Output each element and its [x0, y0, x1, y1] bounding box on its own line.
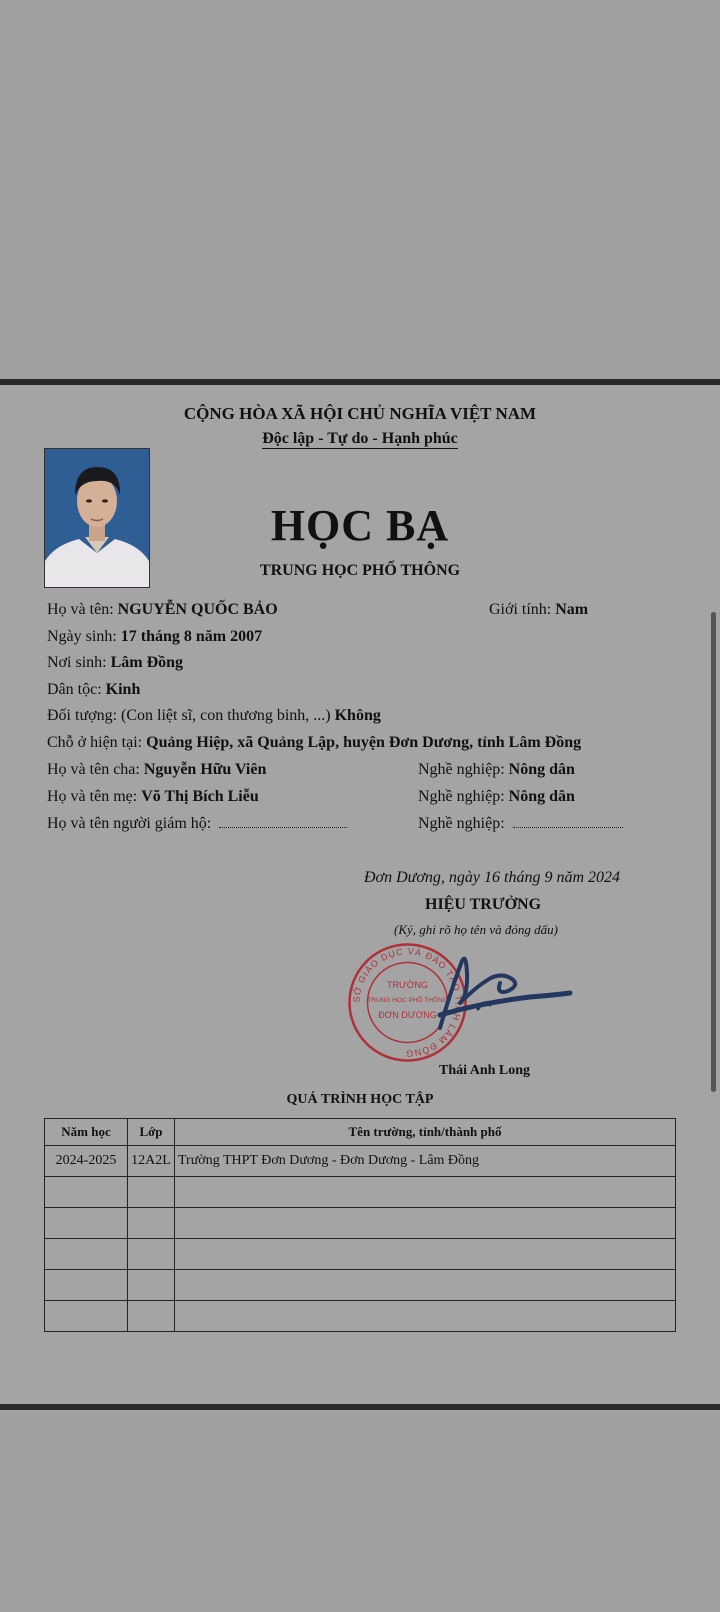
father-job: Nông dân [508, 761, 575, 778]
father-job-label: Nghề nghiệp: [418, 761, 505, 778]
cell-school: Trường THPT Đơn Dương - Đơn Dương - Lâm Đồng [175, 1146, 676, 1177]
cell-class [128, 1177, 175, 1208]
cell-school [175, 1177, 676, 1208]
scrollbar-thumb[interactable] [711, 612, 716, 1092]
table-header-row [45, 1119, 676, 1146]
father-name: Nguyễn Hữu Viên [143, 761, 267, 778]
guardian-job-blank [513, 826, 623, 828]
signing-note: (Ký, ghi rõ họ tên và đóng dấu) [394, 922, 558, 937]
cell-school [175, 1239, 676, 1270]
guardian-job-label: Nghề nghiệp: [418, 815, 505, 832]
motto [0, 430, 720, 448]
cell-year [45, 1208, 128, 1239]
cell-school [175, 1301, 676, 1332]
document-subtitle: TRUNG HỌC PHỔ THÔNG [259, 562, 461, 579]
principal-signature [420, 933, 580, 1043]
priority-label: Đối tượng: (Con liệt sĩ, con thương binh, ...) [47, 707, 331, 724]
dob-label: Ngày sinh: [47, 628, 117, 645]
signer-name: Thái Anh Long [439, 1063, 531, 1078]
student-priority: Không [334, 707, 381, 724]
column-header-school: Tên trường, tỉnh/thành phố [175, 1119, 676, 1146]
principal-title: HIỆU TRƯỞNG [425, 896, 542, 913]
gender-row [489, 601, 588, 619]
mother-label: Họ và tên mẹ: [47, 788, 138, 805]
cell-class: 12A2L [128, 1146, 175, 1177]
student-dob: 17 tháng 8 năm 2007 [120, 628, 263, 645]
table-row [45, 1239, 676, 1270]
residence-label: Chỗ ở hiện tại: [47, 734, 143, 751]
seal-ring-text: SỞ GIÁO DỤC VÀ ĐÀO TẠO TỈNH LÂM ĐỒNG [351, 946, 464, 1059]
column-header-year: Năm học [45, 1119, 128, 1146]
cell-year [45, 1239, 128, 1270]
column-header-class: Lớp [128, 1119, 175, 1146]
cell-class [128, 1208, 175, 1239]
name-row [47, 601, 278, 619]
nation-header: CỘNG HÒA XÃ HỘI CHỦ NGHĨA VIỆT NAM [183, 404, 537, 423]
cell-year [45, 1301, 128, 1332]
cell-class [128, 1270, 175, 1301]
seal-line-3: ĐƠN DƯƠNG [378, 1010, 437, 1020]
document-page [0, 385, 720, 1404]
student-residence: Quảng Hiệp, xã Quảng Lập, huyện Đơn Dương, tỉnh Lâm Đồng [146, 734, 582, 751]
dob-row [47, 628, 262, 646]
document-title: HỌC BẠ [270, 501, 450, 550]
cell-school [175, 1270, 676, 1301]
student-gender: Nam [555, 601, 589, 618]
guardian-row [47, 815, 347, 833]
mother-job-row [418, 788, 575, 806]
mother-row [47, 788, 259, 806]
cell-year [45, 1177, 128, 1208]
table-row [45, 1208, 676, 1239]
mother-job: Nông dân [508, 788, 575, 805]
table-row [45, 1177, 676, 1208]
residence-row [47, 734, 581, 752]
ethnicity-row [47, 681, 140, 699]
priority-row [47, 707, 381, 725]
guardian-blank [219, 826, 347, 828]
cell-year [45, 1270, 128, 1301]
student-name: NGUYỄN QUỐC BẢO [117, 601, 278, 618]
student-birthplace: Lâm Đồng [110, 654, 184, 671]
guardian-job-row [418, 815, 623, 833]
guardian-label: Họ và tên người giám hộ: [47, 815, 212, 832]
father-row [47, 761, 266, 779]
student-ethnicity: Kinh [105, 681, 141, 698]
ethnicity-label: Dân tộc: [47, 681, 102, 698]
gender-label: Giới tính: [489, 601, 552, 618]
father-label: Họ và tên cha: [47, 761, 140, 778]
mother-job-label: Nghề nghiệp: [418, 788, 505, 805]
cell-class [128, 1239, 175, 1270]
cell-school [175, 1208, 676, 1239]
history-title: QUÁ TRÌNH HỌC TẬP [286, 1092, 434, 1107]
birthplace-label: Nơi sinh: [47, 654, 107, 671]
table-row [45, 1146, 676, 1177]
seal-line-1: TRƯỜNG [387, 980, 428, 990]
cell-class [128, 1301, 175, 1332]
seal-line-2: TRUNG HỌC PHỔ THÔNG [367, 997, 448, 1004]
name-label: Họ và tên: [47, 601, 114, 618]
mother-name: Võ Thị Bích Liễu [141, 788, 259, 805]
study-history-table [44, 1118, 676, 1332]
birthplace-row [47, 654, 183, 672]
signing-date: Đơn Dương, ngày 16 tháng 9 năm 2024 [363, 869, 620, 886]
cell-year: 2024-2025 [45, 1146, 128, 1177]
motto-text: Độc lập - Tự do - Hạnh phúc [262, 430, 458, 447]
table-row [45, 1301, 676, 1332]
table-row [45, 1270, 676, 1301]
page-separator-bottom [0, 1404, 720, 1410]
father-job-row [418, 761, 575, 779]
